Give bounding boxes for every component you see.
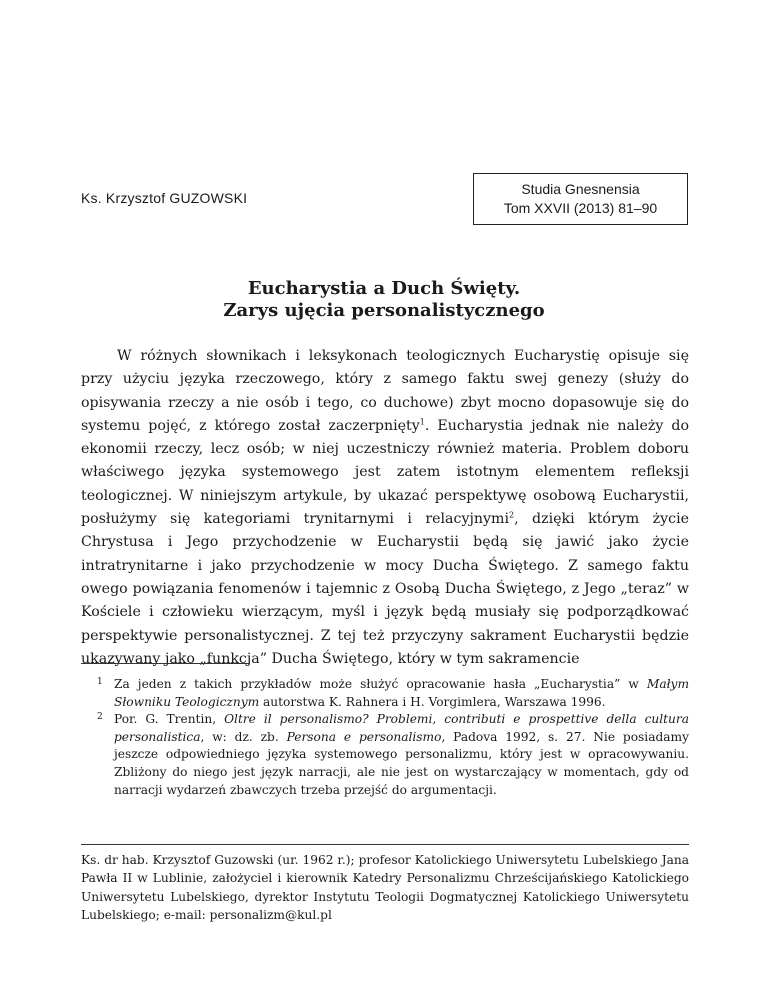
- body-paragraph: [81, 345, 689, 671]
- footnote-text: autorstwa K. Rahnera i H. Vorgimlera, Warszawa 1996.: [259, 694, 606, 709]
- body-text-a: W różnych słownikach i leksykonach teologicznych Eucharystię opisuje się przy użyciu języka rzeczowego, który z samego faktu swej genezy (służy do opisywania rzeczy a nie osób i tego, co duchowe) zbyt mocno dopasowuje się do systemu pojęć, z którego został zaczerpnięty: [81, 348, 689, 434]
- footnote-1: [81, 676, 689, 711]
- footnote-separator: [81, 663, 249, 664]
- body-text-b: . Eucharystia jednak nie należy do ekonomii rzeczy, lecz osób; w niej uczestniczy również materia. Problem doboru właściwego języka systemowego jest zatem istotnym elementem refleksji teologicznej. W niniejszym artykule, by ukazać perspektywę osobową Eucharystii, posłużymy się kategoriami trynitarnymi i relacyjnymi: [81, 417, 690, 528]
- footnote-text: Por. G. Trentin,: [114, 712, 225, 727]
- journal-box: [473, 173, 688, 225]
- journal-volume: Tom XXVII (2013) 81–90: [503, 200, 658, 216]
- bio-separator: [81, 844, 689, 845]
- body-text-c: , dzięki którym życie Chrystusa i Jego przychodzenie w Eucharystii będą się jawić jako życie intratrynitarne i jako przychodzenie w mocy Ducha Świętego. Z samego faktu owego powiązania fenomenów i tajemnic z Osobą Ducha Świętego, z Jego „teraz” w Kościele i człowieku wierzącym, myśl i język będą musiały się podporządkować perspektywie personalistycznej. Z tej też przyczyny sakrament Eucharystii będzie ukazywany jako „funkcja” Ducha Świętego, który w tym sakramencie: [81, 511, 690, 667]
- title-line-1: Eucharystia a Duch Święty.: [247, 278, 521, 299]
- footnote-ref-2[interactable]: 2: [509, 510, 515, 520]
- author-name: Ks. Krzysztof GUZOWSKI: [81, 190, 248, 206]
- footnote-italic-title: Oltre il personalismo? Problemi, contributi e prospettive della cultura personalistica: [114, 712, 689, 744]
- footnote-2: [81, 711, 689, 799]
- journal-name: Studia Gnesnensia: [521, 181, 640, 197]
- footnotes: [81, 676, 689, 799]
- footnote-ref-1[interactable]: 1: [419, 417, 425, 427]
- footnote-number: 2: [97, 712, 103, 723]
- footnote-number: 1: [97, 677, 103, 687]
- footnote-italic-title: Persona e personalismo: [286, 729, 442, 744]
- footnote-text: , w: dz. zb.: [200, 729, 287, 744]
- footnote-text: Za jeden z takich przykładów może służyć opracowanie hasła „Eucharystia” w: [114, 677, 647, 691]
- title-line-2: Zarys ujęcia personalistycznego: [223, 300, 545, 321]
- author-bio: Ks. dr hab. Krzysztof Guzowski (ur. 1962 r.); profesor Katolickiego Uniwersytetu Lubelskiego Jana Pawła II w Lublinie, założyciel i kierownik Katedry Personalizmu Chrześcijańskiego Katolickiego Uniwersytetu Lubelskiego, dyrektor Instytutu Teologii Dogmatycznej Katolickiego Uniwersytetu Lubelskiego; e-mail: personalizm@kul.pl: [81, 853, 689, 923]
- footnote-text: , Padova 1992, s. 27. Nie posiadamy jeszcze odpowiedniego języka systemowego personalizmu, który jest w opracowywaniu. Zbliżony do niego jest język narracji, ale nie jest on wystarczający w momentach, gdy od narracji wydarzeń zbawczych trzeba przejść do argumentacji.: [114, 729, 689, 797]
- article-title: [0, 278, 768, 322]
- footnote-italic-title: Małym Słowniku Teologicznym: [114, 677, 689, 709]
